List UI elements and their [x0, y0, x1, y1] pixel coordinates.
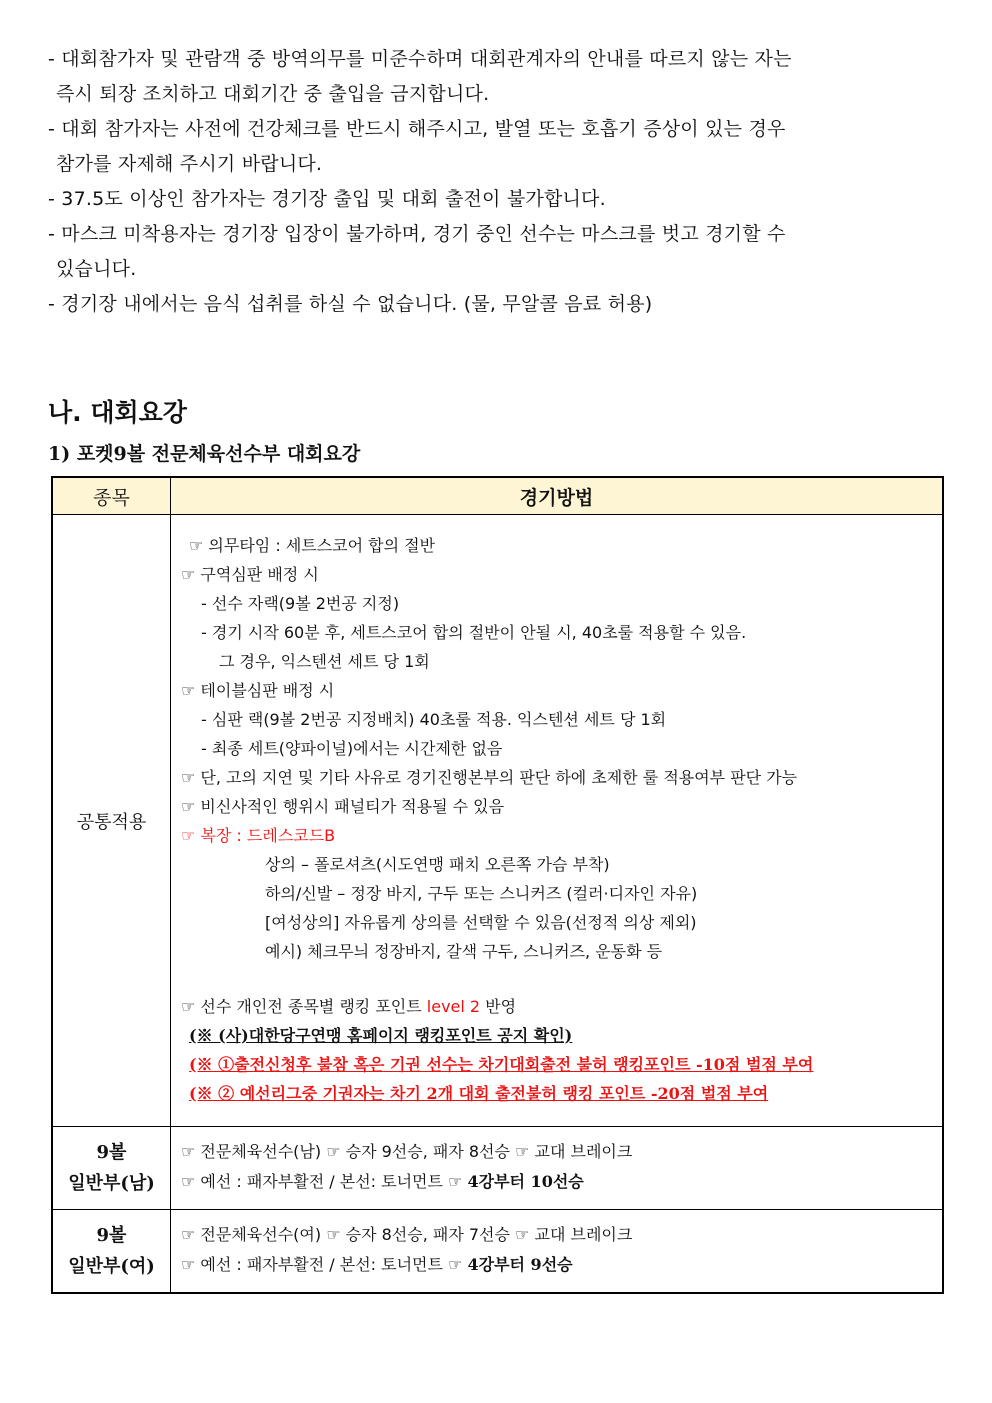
category-men: 9볼 일반부(남)	[52, 1127, 171, 1210]
covid-rules	[48, 42, 948, 322]
rule-line: ☞ 비신사적인 행위시 패널티가 적용될 수 있음	[181, 797, 505, 816]
category-women: 9볼 일반부(여)	[52, 1210, 171, 1294]
competition-table	[51, 476, 944, 1294]
subsection-title: 1) 포켓9볼 전문체육선수부 대회요강	[48, 443, 361, 465]
rule-line: ☞ 전문체육선수(여) ☞ 승자 8선승, 패자 7선승 ☞ 교대 브레이크	[181, 1225, 633, 1244]
header-method: 경기방법	[171, 477, 944, 515]
dress-code-line: ☞ 복장 : 드레스코드B	[181, 826, 336, 845]
ranking-notice: (※ (사)대한당구연맹 홈페이지 랭킹포인트 공지 확인)	[189, 1026, 573, 1045]
section-title: 나. 대회요강	[48, 398, 187, 427]
rule-line: - 선수 자랙(9볼 2번공 지정)	[201, 594, 400, 613]
rule-item: - 마스크 미착용자는 경기장 입장이 불가하며, 경기 중인 선수는 마스크를 벗고 경기할 수 있습니다.	[48, 223, 786, 280]
rule-line: 상의 – 폴로셔츠(시도연맹 패치 오른쪽 가슴 부착)	[265, 855, 610, 874]
spacer	[181, 966, 942, 992]
rule-line: ☞ 예선 : 패자부활전 / 본선: 토너먼트 ☞ 4강부터 10선승	[181, 1172, 584, 1191]
rule-line: ☞ 구역심판 배정 시	[181, 565, 319, 584]
rule-line: ☞ 예선 : 패자부활전 / 본선: 토너먼트 ☞ 4강부터 9선승	[181, 1255, 573, 1274]
rule-item: - 37.5도 이상인 참가자는 경기장 출입 및 대회 출전이 불가합니다.	[48, 188, 606, 210]
rule-line: ☞ 의무타임 : 세트스코어 합의 절반	[189, 536, 436, 555]
rule-line: - 심판 랙(9볼 2번공 지정배치) 40초룰 적용. 익스텐션 세트 당 1회	[201, 710, 667, 729]
category-common: 공통적용	[52, 515, 171, 1127]
header-event: 종목	[52, 477, 171, 515]
rule-line: ☞ 전문체육선수(남) ☞ 승자 9선승, 패자 8선승 ☞ 교대 브레이크	[181, 1142, 633, 1161]
rule-line: - 경기 시작 60분 후, 세트스코어 합의 절반이 안될 시, 40초룰 적용할 수 있음.	[201, 623, 747, 642]
rule-item: - 대회 참가자는 사전에 건강체크를 반드시 해주시고, 발열 또는 호흡기 증상이 있는 경우 참가를 자제해 주시기 바랍니다.	[48, 118, 786, 175]
common-rules-cell	[171, 515, 944, 1127]
women-rules-cell	[171, 1210, 944, 1294]
rule-line: ☞ 단, 고의 지연 및 기타 사유로 경기진행본부의 판단 하에 초제한 룰 적용여부 판단 가능	[181, 768, 798, 787]
rule-line: [여성상의] 자유롭게 상의를 선택할 수 있음(선정적 의상 제외)	[265, 913, 697, 932]
penalty-notice-1: (※ ①출전신청후 불참 혹은 기권 선수는 차기대회출전 불허 랭킹포인트 -10점 벌점 부여	[189, 1055, 814, 1074]
table-row-women	[52, 1210, 943, 1294]
penalty-notice-2: (※ ② 예선리그중 기권자는 차기 2개 대회 출전불허 랭킹 포인트 -20점 벌점 부여	[189, 1084, 769, 1103]
ranking-level: level 2	[426, 997, 481, 1016]
ranking-line: ☞ 선수 개인전 종목별 랭킹 포인트 level 2 반영	[181, 997, 517, 1016]
table-row-men	[52, 1127, 943, 1210]
rule-item: - 경기장 내에서는 음식 섭취를 하실 수 없습니다. (물, 무알콜 음료 허용)	[48, 293, 653, 315]
table-header-row	[52, 477, 943, 515]
rule-line: 예시) 체크무늬 정장바지, 갈색 구두, 스니커즈, 운동화 등	[265, 942, 663, 961]
rule-line: - 최종 세트(양파이널)에서는 시간제한 없음	[201, 739, 503, 758]
rule-line: 하의/신발 – 정장 바지, 구두 또는 스니커즈 (컬러·디자인 자유)	[265, 884, 698, 903]
table-row-common	[52, 515, 943, 1127]
rule-line: 그 경우, 익스텐션 세트 당 1회	[219, 652, 430, 671]
rule-item: - 대회참가자 및 관람객 중 방역의무를 미준수하며 대회관계자의 안내를 따르지 않는 자는 즉시 퇴장 조치하고 대회기간 중 출입을 금지합니다.	[48, 48, 792, 105]
rule-line: ☞ 테이블심판 배정 시	[181, 681, 335, 700]
men-rules-cell	[171, 1127, 944, 1210]
